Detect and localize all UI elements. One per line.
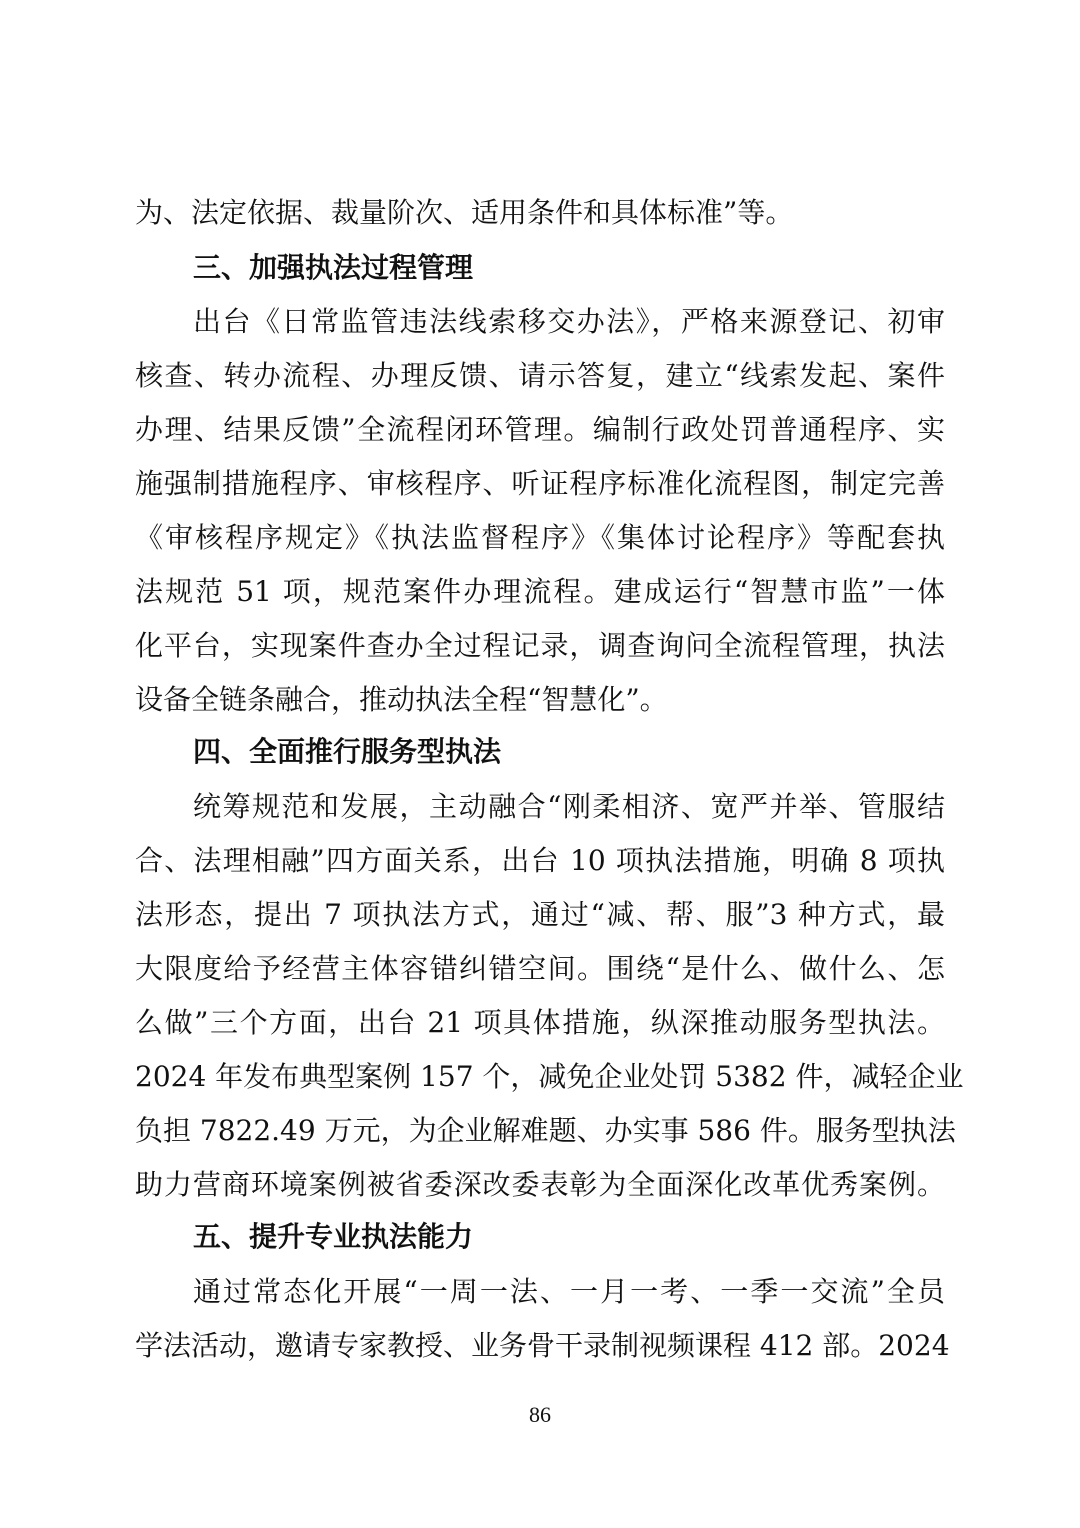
body-line: 法规范 51 项，规范案件办理流程。建成运行“智慧市监”一体	[135, 575, 945, 608]
body-line: 助力营商环境案例被省委深改委表彰为全面深化改革优秀案例。	[135, 1168, 945, 1201]
section-heading: 三、加强执法过程管理	[193, 251, 474, 284]
body-line: 么做”三个方面，出台 21 项具体措施，纵深推动服务型执法。	[135, 1006, 945, 1039]
page-number: 86	[529, 1402, 551, 1427]
body-line: 通过常态化开展“一周一法、一月一考、一季一交流”全员	[193, 1275, 945, 1308]
body-line: 办理、结果反馈”全流程闭环管理。编制行政处罚普通程序、实	[135, 413, 945, 446]
body-line: 统筹规范和发展，主动融合“刚柔相济、宽严并举、管服结	[193, 790, 945, 823]
body-line: 学法活动，邀请专家教授、业务骨干录制视频课程 412 部。2024	[135, 1329, 950, 1362]
body-line: 为、法定依据、裁量阶次、适用条件和具体标准”等。	[135, 196, 794, 229]
body-line: 核查、转办流程、办理反馈、请示答复，建立“线索发起、案件	[135, 359, 945, 392]
section-heading: 五、提升专业执法能力	[193, 1220, 474, 1253]
body-line: 大限度给予经营主体容错纠错空间。围绕“是什么、做什么、怎	[135, 952, 945, 985]
body-line: 《审核程序规定》《执法监督程序》《集体讨论程序》等配套执	[135, 521, 945, 554]
body-line: 负担 7822.49 万元，为企业解难题、办实事 586 件。服务型执法	[135, 1114, 956, 1147]
body-line: 施强制措施程序、审核程序、听证程序标准化流程图，制定完善	[135, 467, 945, 500]
body-line: 法形态，提出 7 项执法方式，通过“减、帮、服”3 种方式，最	[135, 898, 945, 931]
body-line: 2024 年发布典型案例 157 个，减免企业处罚 5382 件，减轻企业	[135, 1060, 964, 1093]
body-line: 化平台，实现案件查办全过程记录，调查询问全流程管理，执法	[135, 629, 945, 662]
body-line: 设备全链条融合，推动执法全程“智慧化”。	[135, 683, 668, 716]
section-heading: 四、全面推行服务型执法	[193, 735, 502, 768]
body-line: 出台《日常监管违法线索移交办法》，严格来源登记、初审	[193, 305, 945, 338]
body-line: 合、法理相融”四方面关系，出台 10 项执法措施，明确 8 项执	[135, 844, 945, 877]
